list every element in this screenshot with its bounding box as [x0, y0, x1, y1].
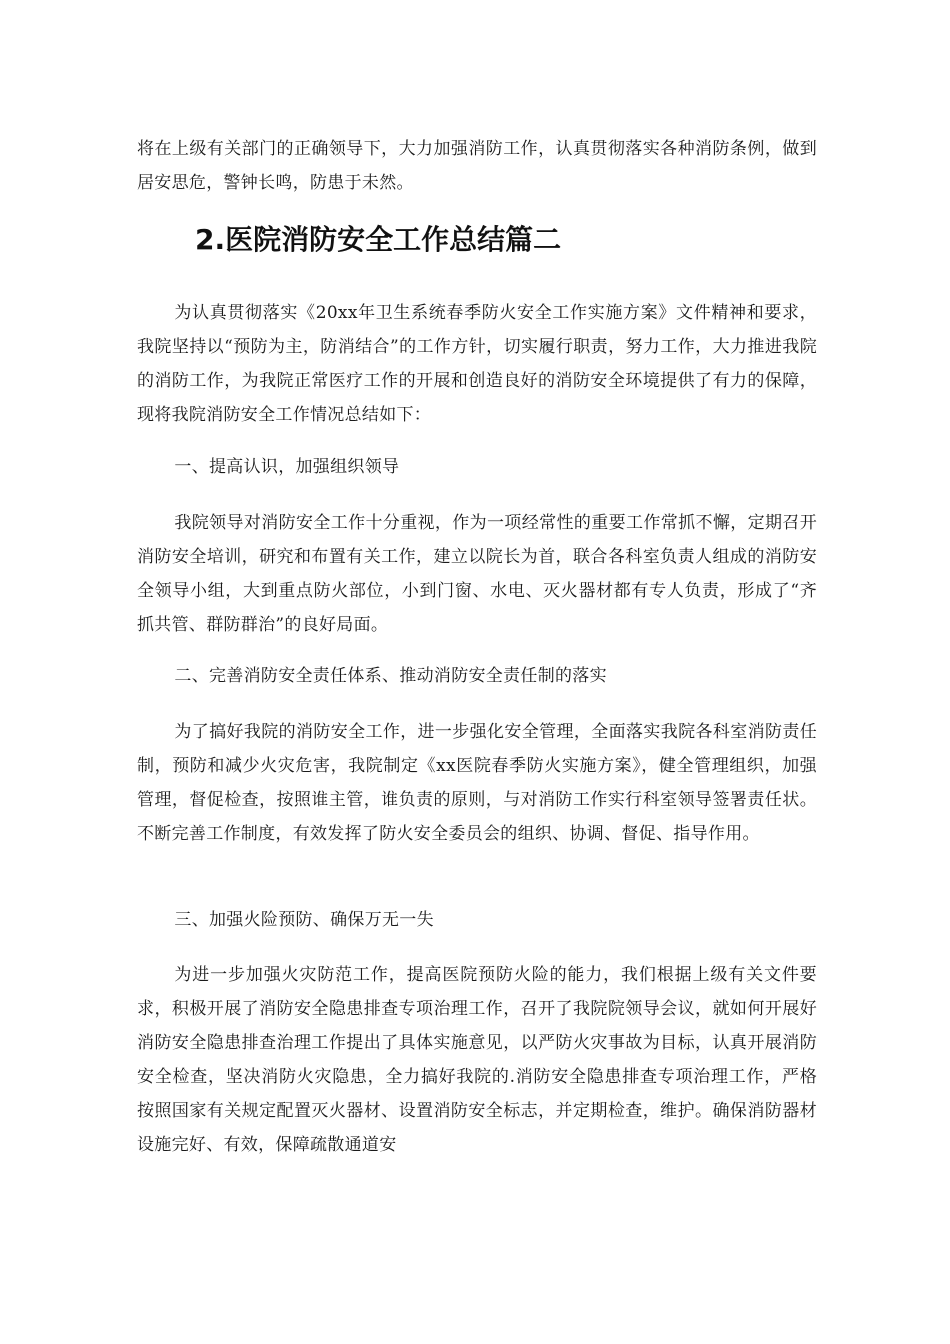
subheading-3: 三、加强火险预防、确保万无一失	[174, 910, 434, 930]
body-paragraph: 为认真贯彻落实《20xx年卫生系统春季防火安全工作实施方案》文件精神和要求，我院坚持以“预防为主，防消结合”的工作方针，切实履行职责，努力工作，大力推进我院的消防工作，为我院正常医疗工作的开展和创造良好的消防安全环境提供了有力的保障，现将我院消防安全工作情况总结如下：	[137, 303, 817, 425]
body-paragraph: 我院领导对消防安全工作十分重视，作为一项经常性的重要工作常抓不懈，定期召开消防安全培训，研究和布置有关工作，建立以院长为首，联合各科室负责人组成的消防安全领导小组，大到重点防火部位，小到门窗、水电、灭火器材都有专人负责，形成了“齐抓共管、群防群治”的良好局面。	[137, 513, 817, 635]
section-heading: 2.医院消防安全工作总结篇二	[195, 223, 562, 256]
subheading-2: 二、完善消防安全责任体系、推动消防安全责任制的落实	[174, 666, 607, 686]
body-paragraph: 为进一步加强火灾防范工作，提高医院预防火险的能力，我们根据上级有关文件要求，积极开展了消防安全隐患排查专项治理工作，召开了我院院领导会议，就如何开展好消防安全隐患排查治理工作提出了具体实施意见，以严防火灾事故为目标，认真开展消防安全检查，坚决消防火灾隐患，全力搞好我院的.消防安全隐患排查专项治理工作，严格按照国家有关规定配置灭火器材、设置消防安全标志，并定期检查，维护。确保消防器材设施完好、有效，保障疏散通道安	[137, 965, 817, 1155]
intro-paragraph: 将在上级有关部门的正确领导下，大力加强消防工作，认真贯彻落实各种消防条例，做到居安思危，警钟长鸣，防患于未然。	[137, 139, 817, 193]
subheading-1: 一、提高认识，加强组织领导	[174, 457, 400, 477]
body-paragraph: 为了搞好我院的消防安全工作，进一步强化安全管理，全面落实我院各科室消防责任制，预防和减少火灾危害，我院制定《xx医院春季防火实施方案》，健全管理组织，加强管理，督促检查，按照谁主管，谁负责的原则，与对消防工作实行科室领导签署责任状。不断完善工作制度，有效发挥了防火安全委员会的组织、协调、督促、指导作用。	[137, 722, 817, 844]
